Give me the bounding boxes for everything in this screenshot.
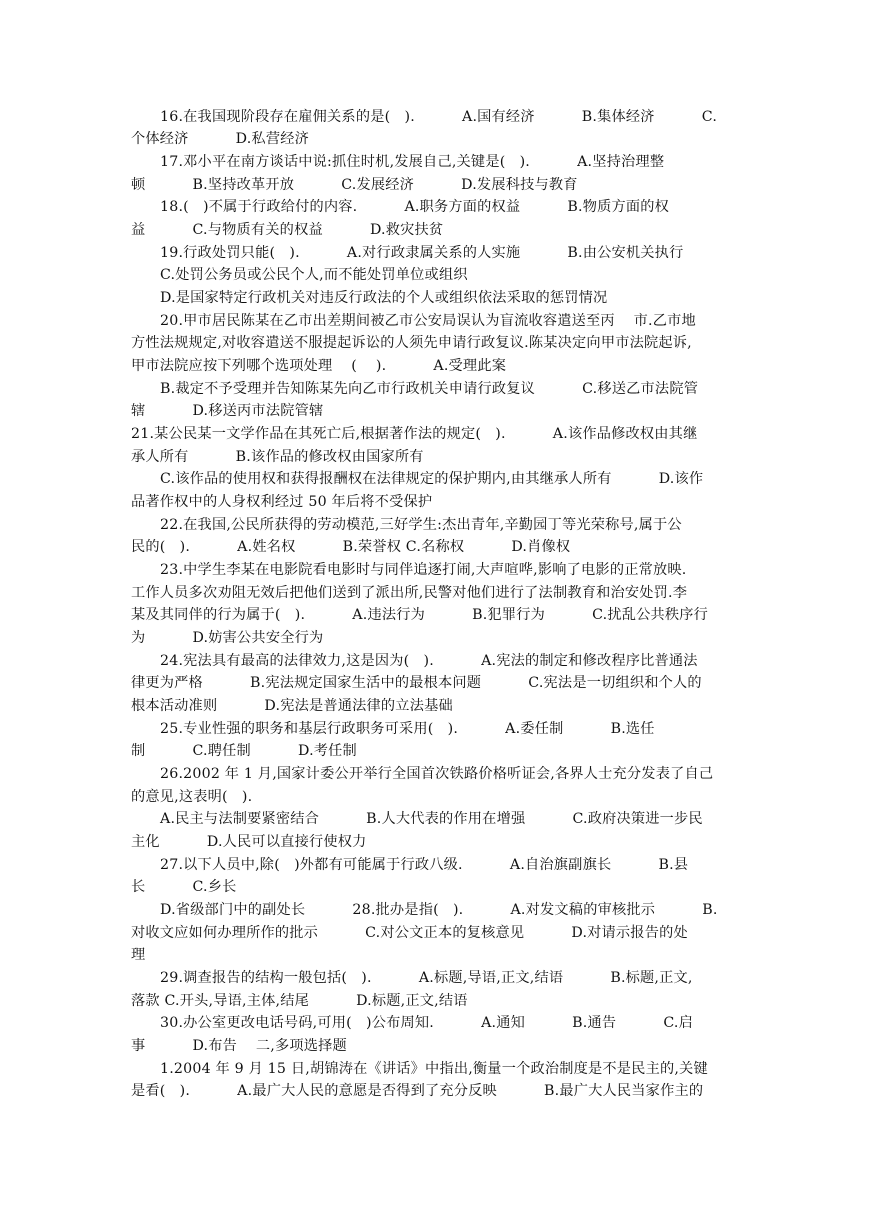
text-line: 为 D.妨害公共安全行为 [131,630,324,646]
text-line: 益 C.与物质有关的权益 D.救灾扶贫 [131,222,444,238]
text-line: A.民主与法制要紧密结合 B.人大代表的作用在增强 C.政府决策进一步民 [160,811,703,827]
text-line: 理 [131,947,146,963]
text-line: 甲市法院应按下列哪个选项处理 ( ). A.受理此案 [131,358,507,374]
text-line: 律更为严格 B.宪法规定国家生活中的最根本问题 C.宪法是一切组织和个人的 [131,675,702,691]
text-line: 事 D.布告 二,多项选择题 [131,1038,347,1054]
text-line: 是看( ). A.最广大人民的意愿是否得到了充分反映 B.最广大人民当家作主的 [131,1083,704,1099]
text-line: 21.某公民某一文学作品在其死亡后,根据著作法的规定( ). A.该作品修改权由其继 [131,426,698,442]
text-line: 根本活动准则 D.宪法是普通法律的立法基础 [131,698,453,714]
text-line: C.该作品的使用权和获得报酬权在法律规定的保护期内,由其继承人所有 D.该作 [160,471,704,487]
text-line: 29.调查报告的结构一般包括( ). A.标题,导语,正文,结语 B.标题,正文, [160,970,693,986]
text-line: 18.( )不属于行政给付的内容. A.职务方面的权益 B.物质方面的权 [160,199,670,215]
text-line: 16.在我国现阶段存在雇佣关系的是( ). A.国有经济 B.集体经济 C. [160,109,718,125]
text-line: 品著作权中的人身权利经过 50 年后将不受保护 [131,494,433,510]
text-line: 某及其同伴的行为属于( ). A.违法行为 B.犯罪行为 C.扰乱公共秩序行 [131,607,709,623]
text-line: 落款 C.开头,导语,主体,结尾 D.标题,正文,结语 [131,993,468,1009]
text-line: 民的( ). A.姓名权 B.荣誉权 C.名称权 D.肖像权 [131,539,571,555]
text-line: 19.行政处罚只能( ). A.对行政隶属关系的人实施 B.由公安机关执行 [160,245,684,261]
text-line: 23.中学生李某在电影院看电影时与同伴追逐打闹,大声喧哗,影响了电影的正常放映. [160,562,687,578]
text-line: D.省级部门中的副处长 28.批办是指( ). A.对发文稿的审核批示 B. [160,902,718,918]
text-line: 辖 D.移送丙市法院管辖 [131,403,324,419]
text-line: 1.2004 年 9 月 15 日,胡锦涛在《讲话》中指出,衡量一个政治制度是不是民主的,关键 [160,1061,708,1077]
text-line: 24.宪法具有最高的法律效力,这是因为( ). A.宪法的制定和修改程序比普通法 [160,653,698,669]
text-line: 22.在我国,公民所获得的劳动模范,三好学生:杰出青年,辛勤园丁等光荣称号,属于公 [160,517,682,533]
text-line: 长 C.乡长 [131,879,237,895]
text-line: 对收文应如何办理所作的批示 C.对公文正本的复核意见 D.对请示报告的处 [131,925,688,941]
text-line: 17.邓小平在南方谈话中说:抓住时机,发展自己,关键是( ). A.坚持治理整 [160,154,665,170]
text-line: 承人所有 B.该作品的修改权由国家所有 [131,449,424,465]
text-line: 主化 D.人民可以直接行使权力 [131,834,367,850]
text-line: D.是国家特定行政机关对违反行政法的个人或组织依法采取的惩罚情况 [160,290,608,306]
text-line: 方性法规规定,对收容遣送不服提起诉讼的人须先申请行政复议.陈某决定向甲市法院起诉, [131,335,692,351]
text-line: 顿 B.坚持改革开放 C.发展经济 D.发展科技与教育 [131,177,578,193]
text-line: 工作人员多次劝阻无效后把他们送到了派出所,民警对他们进行了法制教育和治安处罚.李 [131,585,688,601]
text-line: 制 C.聘任制 D.考任制 [131,743,357,759]
text-line: 个体经济 D.私营经济 [131,131,309,147]
text-line: C.处罚公务员或公民个人,而不能处罚单位或组织 [160,267,468,283]
text-line: 25.专业性强的职务和基层行政职务可采用( ). A.委任制 B.选任 [160,721,655,737]
text-line: 26.2002 年 1 月,国家计委公开举行全国首次铁路价格听证会,各界人士充分发表了自己 [160,766,714,782]
text-line: 20.甲市居民陈某在乙市出差期间被乙市公安局误认为盲流收容遣送至丙 市.乙市地 [160,313,696,329]
text-line: B.裁定不予受理并告知陈某先向乙市行政机关申请行政复议 C.移送乙市法院管 [160,381,699,397]
text-line: 的意见,这表明( ). [131,789,253,805]
text-line: 27.以下人员中,除( )外都有可能属于行政八级. A.自治旗副旗长 B.县 [160,857,689,873]
text-line: 30.办公室更改电话号码,可用( )公布周知. A.通知 B.通告 C.启 [160,1015,693,1031]
